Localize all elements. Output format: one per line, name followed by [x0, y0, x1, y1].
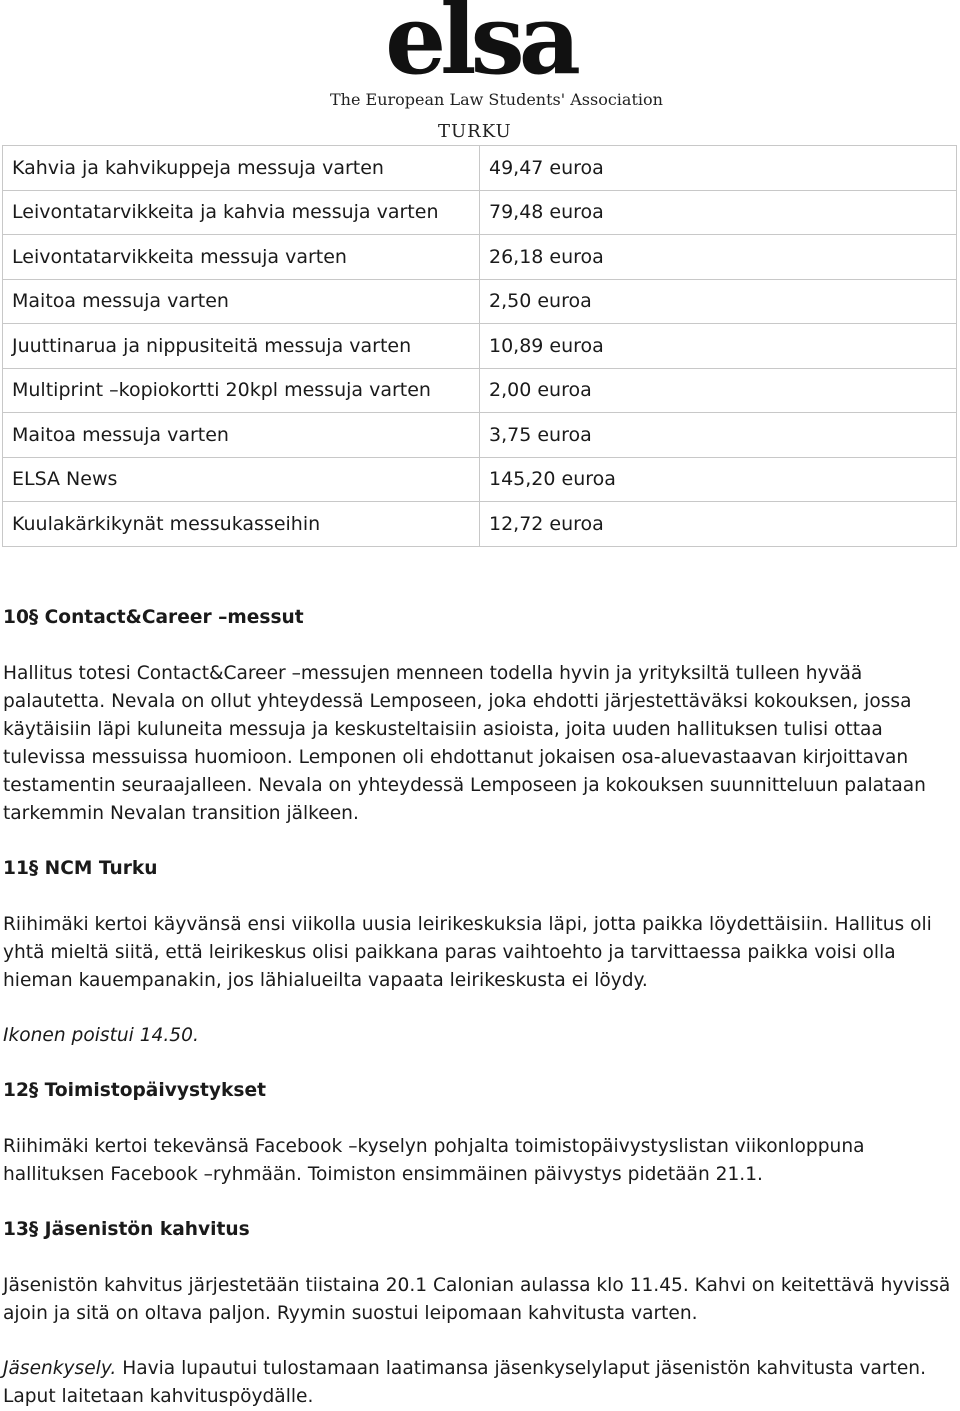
- expense-amount: 49,47 euroa: [480, 146, 957, 191]
- expense-item: Leivontatarvikkeita ja kahvia messuja varten: [3, 190, 480, 235]
- table-row: [3, 190, 957, 235]
- logo-wordmark: elsa: [385, 0, 575, 96]
- table-row: [3, 146, 957, 191]
- table-row: [3, 235, 957, 280]
- expense-amount: 2,50 euroa: [480, 279, 957, 324]
- section-11-note: Ikonen poistui 14.50.: [3, 1025, 199, 1046]
- expense-item: Juuttinarua ja nippusiteitä messuja varten: [3, 324, 480, 369]
- expense-amount: 26,18 euroa: [480, 235, 957, 280]
- expense-amount: 10,89 euroa: [480, 324, 957, 369]
- section-13-note: [3, 1355, 955, 1411]
- expense-item: Kahvia ja kahvikuppeja messuja varten: [3, 146, 480, 191]
- expense-item: Maitoa messuja varten: [3, 413, 480, 458]
- expense-table: [2, 145, 957, 547]
- elsa-logo: [330, 0, 663, 145]
- expense-item: Maitoa messuja varten: [3, 279, 480, 324]
- section-13-heading: 13§ Jäsenistön kahvitus: [3, 1219, 250, 1240]
- table-row: [3, 368, 957, 413]
- logo-city: TURKU: [438, 121, 512, 142]
- note-label: Jäsenkysely.: [3, 1358, 117, 1379]
- expense-item: Leivontatarvikkeita messuja varten: [3, 235, 480, 280]
- table-row: [3, 413, 957, 458]
- table-row: [3, 324, 957, 369]
- expense-item: ELSA News: [3, 457, 480, 502]
- section-11-body: Riihimäki kertoi käyvänsä ensi viikolla uusia leirikeskuksia läpi, jotta paikka löydettäisiin. Hallitus oli yhtä mieltä siitä, että leirikeskus olisi paikkana paras vaihtoehto ja tarvittaessa paikka voisi olla hieman kauempanakin, jos lähialueilta vapaata leirikeskusta ei löydy.: [3, 914, 932, 991]
- expense-amount: 145,20 euroa: [480, 457, 957, 502]
- section-12-heading: 12§ Toimistopäivystykset: [3, 1080, 266, 1101]
- note-body: Havia lupautui tulostamaan laatimansa jäsenkyselylaput jäsenistön kahvitusta varten. Laput laitetaan kahvituspöydälle.: [3, 1358, 926, 1407]
- expense-amount: 3,75 euroa: [480, 413, 957, 458]
- expense-amount: 12,72 euroa: [480, 502, 957, 547]
- expense-amount: 79,48 euroa: [480, 190, 957, 235]
- expense-item: Kuulakärkikynät messukasseihin: [3, 502, 480, 547]
- expense-item: Multiprint –kopiokortti 20kpl messuja varten: [3, 368, 480, 413]
- section-10-body: Hallitus totesi Contact&Career –messujen menneen todella hyvin ja yrityksiltä tulleen hyvää palautetta. Nevala on ollut yhteydessä Lemposeen, joka ehdotti järjestettäväksi kokouksen, jossa käytäisiin läpi kuluneita messuja ja keskusteltaisiin asioista, joita uuden hallituksen tulisi ottaa tulevissa messuissa huomioon. Lemponen oli ehdottanut jokaisen osa-aluevastaavan kirjoittavan testamentin seuraajalleen. Nevala on yhteydessä Lemposeen ja kokouksen suunnitteluun palataan tarkemmin Nevalan transition jälkeen.: [3, 663, 926, 824]
- section-12-body: Riihimäki kertoi tekevänsä Facebook –kyselyn pohjalta toimistopäivystyslistan viikonloppuna hallituksen Facebook –ryhmään. Toimiston ensimmäinen päivystys pidetään 21.1.: [3, 1136, 865, 1185]
- table-row: [3, 279, 957, 324]
- section-10-heading: 10§ Contact&Career –messut: [3, 607, 304, 628]
- section-11-heading: 11§ NCM Turku: [3, 858, 158, 879]
- logo-tagline: The European Law Students' Association: [330, 90, 663, 109]
- minutes-body: [3, 604, 955, 1411]
- table-row: [3, 457, 957, 502]
- table-row: [3, 502, 957, 547]
- section-13-body: Jäsenistön kahvitus järjestetään tiistaina 20.1 Calonian aulassa klo 11.45. Kahvi on keitettävä hyvissä ajoin ja sitä on oltava paljon. Ryymin suostui leipomaan kahvitusta varten.: [3, 1275, 951, 1324]
- expense-amount: 2,00 euroa: [480, 368, 957, 413]
